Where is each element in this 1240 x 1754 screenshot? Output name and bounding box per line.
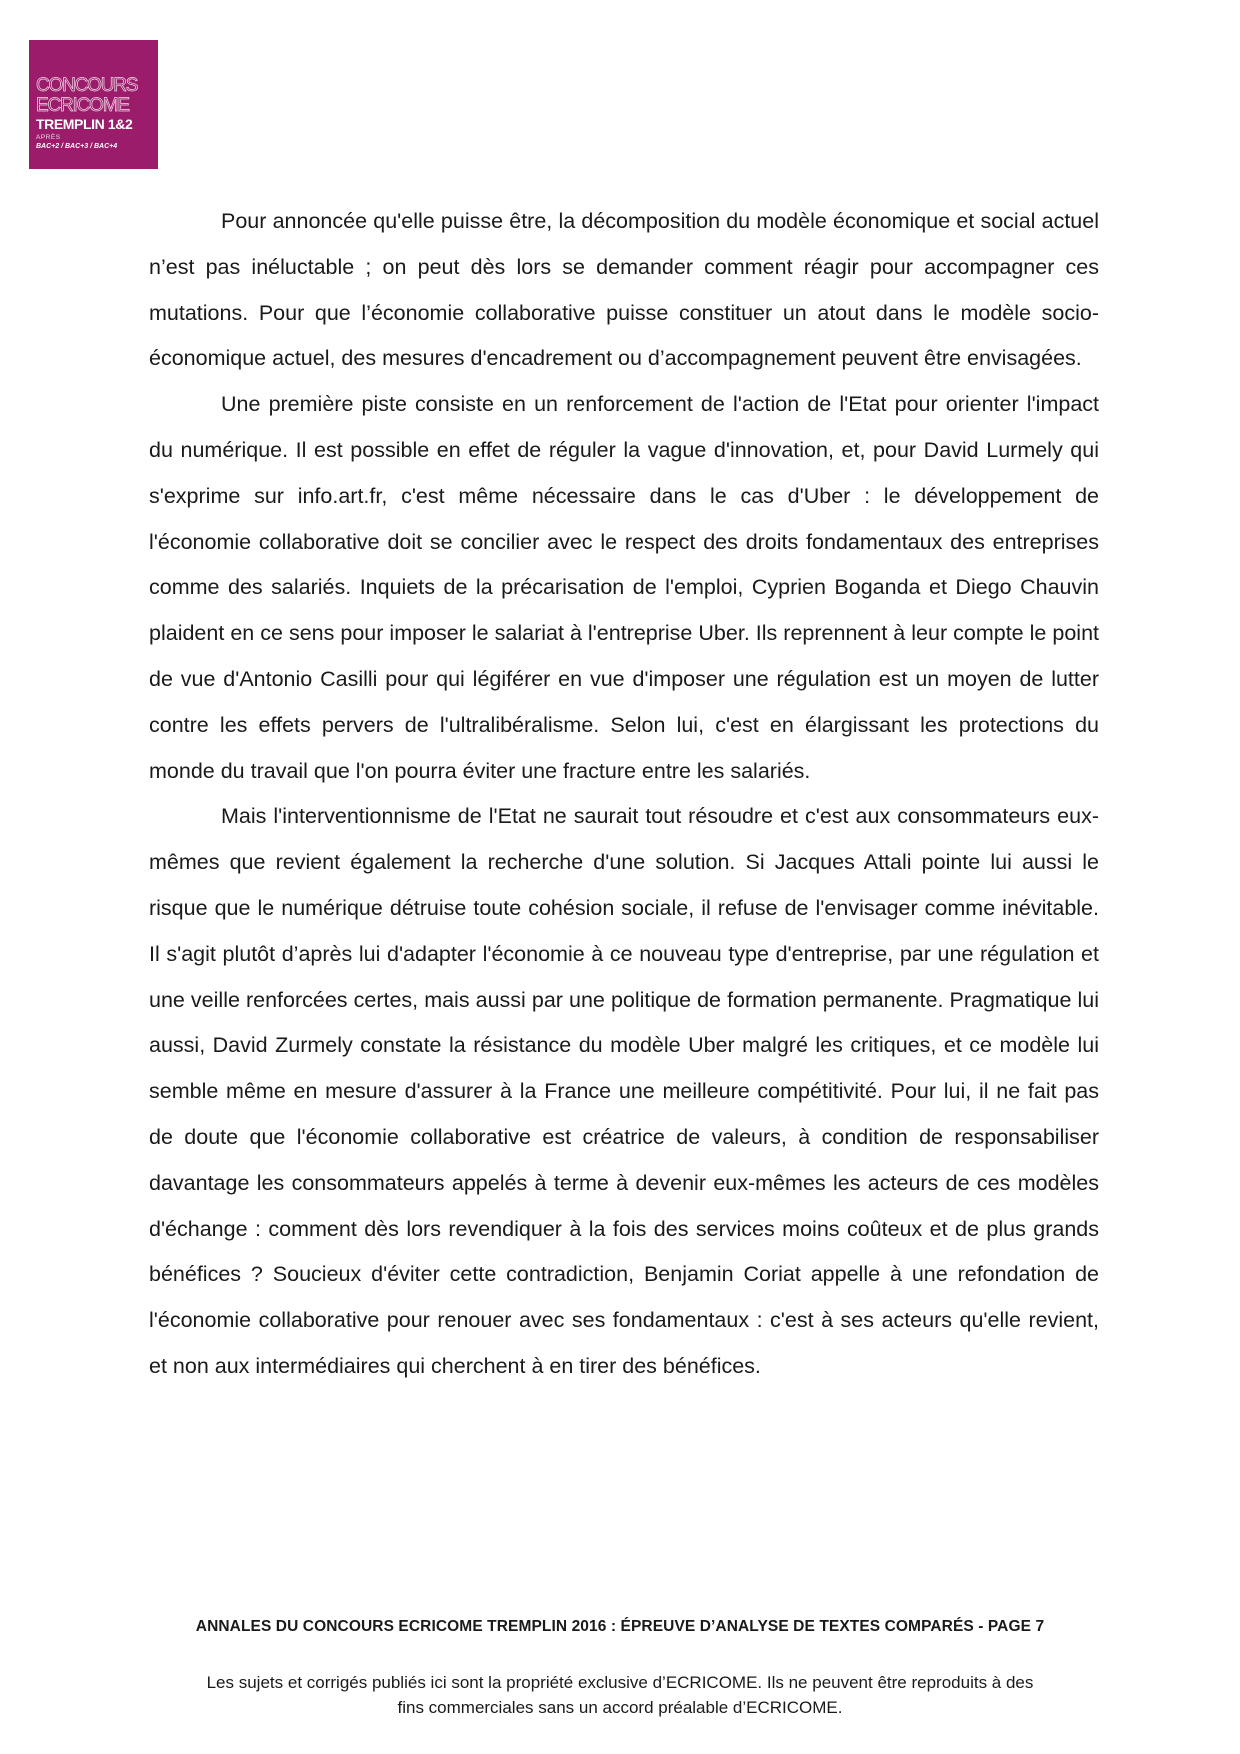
footer-legal-line: Les sujets et corrigés publiés ici sont la propriété exclusive d’ECRICOME. Ils ne peuvent être reproduits à des: [206, 1673, 1034, 1692]
document-body: [149, 199, 1099, 1390]
paragraph-state-action: Une première piste consiste en un renforcement de l'action de l'Etat pour orienter l'impact du numérique. Il est possible en effet de réguler la vague d'innovation, et, pour David Lurmely qui s'exprime sur info.art.fr, c'est même nécessaire dans le cas d'Uber : le développement de l'économie collaborative doit se concilier avec le respect des droits fondamentaux des entreprises comme des salariés. Inquiets de la précarisation de l'emploi, Cyprien Boganda et Diego Chauvin plaident en ce sens pour imposer le salariat à l'entreprise Uber. Ils reprennent à leur compte le point de vue d'Antonio Casilli pour qui légiférer en vue d'imposer une régulation est un moyen de lutter contre les effets pervers de l'ultralibéralisme. Selon lui, c'est en élargissant les protections du monde du travail que l'on pourra éviter une fracture entre les salariés.: [149, 392, 1099, 783]
paragraph-consumers: Mais l'interventionnisme de l'Etat ne saurait tout résoudre et c'est aux consommateurs eux-mêmes que revient également la recherche d'une solution. Si Jacques Attali pointe lui aussi le risque que le numérique détruise toute cohésion sociale, il refuse de l'envisager comme inévitable. Il s'agit plutôt d’après lui d'adapter l'économie à ce nouveau type d'entreprise, par une régulation et une veille renforcées certes, mais aussi par une politique de formation permanente. Pragmatique lui aussi, David Zurmely constate la résistance du modèle Uber malgré les critiques, et ce modèle lui semble même en mesure d'assurer à la France une meilleure compétitivité. Pour lui, il ne fait pas de doute que l'économie collaborative est créatrice de valeurs, à condition de responsabiliser davantage les consommateurs appelés à terme à devenir eux-mêmes les acteurs de ces modèles d'échange : comment dès lors revendiquer à la fois des services moins coûteux et de plus grands bénéfices ? Soucieux d'éviter cette contradiction, Benjamin Coriat appelle à une refondation de l'économie collaborative pour renouer avec ses fondamentaux : c'est à ses acteurs qu'elle revient, et non aux intermédiaires qui cherchent à en tirer des bénéfices.: [149, 804, 1099, 1378]
logo-line-tremplin: TREMPLIN 1&2: [36, 116, 133, 132]
ecricome-logo: [29, 40, 158, 169]
footer-legal-notice: [150, 1670, 1090, 1720]
logo-line-concours: CONCOURS: [36, 75, 138, 96]
footer-legal-line: fins commerciales sans un accord préalable d’ECRICOME.: [397, 1698, 843, 1717]
footer-title: ANNALES DU CONCOURS ECRICOME TREMPLIN 2016 : ÉPREUVE D’ANALYSE DE TEXTES COMPARÉS - PAGE 7: [195, 1618, 1045, 1635]
logo-line-bac-levels: BAC+2 / BAC+3 / BAC+4: [36, 142, 118, 150]
paragraph-introduction: Pour annoncée qu'elle puisse être, la décomposition du modèle économique et social actuel n’est pas inéluctable ; on peut dès lors se demander comment réagir pour accompagner ces mutations. Pour que l’économie collaborative puisse constituer un atout dans le modèle socio-économique actuel, des mesures d'encadrement ou d’accompagnement peuvent être envisagées.: [149, 209, 1099, 371]
logo-line-apres: APRÈS: [36, 134, 61, 141]
logo-line-ecricome: ECRICOME: [36, 95, 129, 116]
